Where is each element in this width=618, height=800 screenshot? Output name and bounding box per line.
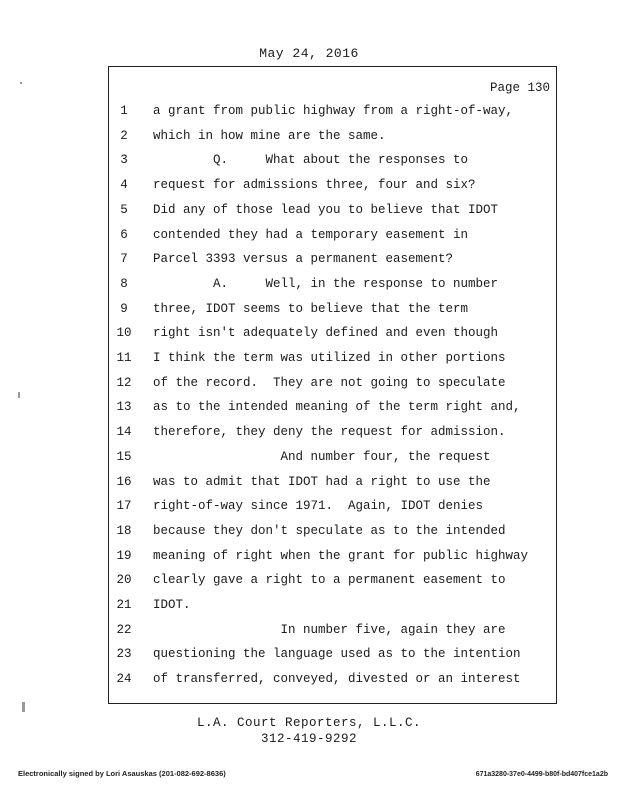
line-number: 19 — [116, 548, 132, 563]
transcript-line — [109, 376, 558, 394]
line-text: contended they had a temporary easement in — [153, 227, 469, 242]
page-number: Page 130 — [489, 81, 550, 95]
line-text: a grant from public highway from a right-of-way, — [153, 104, 514, 118]
transcript-line — [109, 499, 558, 517]
transcript-line — [109, 326, 558, 344]
line-number: 1 — [120, 104, 128, 118]
line-text: clearly gave a right to a permanent easement to — [153, 573, 506, 588]
line-text: of transferred, conveyed, divested or an interest — [153, 672, 521, 687]
line-text: questioning the language used as to the intention — [153, 647, 521, 662]
line-text: as to the intended meaning of the term right and, — [153, 400, 521, 415]
transcript-line — [109, 524, 558, 542]
scan-speck — [20, 82, 22, 84]
transcript-line — [109, 450, 558, 468]
transcript-line — [109, 672, 558, 690]
line-text: request for admissions three, four and six? — [153, 178, 476, 193]
court-reporter-phone: 312-419-9292 — [260, 732, 357, 746]
line-text: right-of-way since 1971. Again, IDOT denies — [153, 499, 484, 514]
transcript-line — [109, 228, 558, 246]
line-text: And number four, the request — [153, 449, 491, 464]
transcript-date: May 24, 2016 — [259, 46, 359, 61]
electronic-signature: Electronically signed by Lori Asauskas (201-082-692-8636) — [18, 769, 226, 778]
line-text: I think the term was utilized in other portions — [153, 351, 506, 365]
transcript-line — [109, 549, 558, 567]
transcript-line — [109, 623, 558, 641]
line-number: 14 — [116, 425, 132, 440]
line-text: Did any of those lead you to believe that IDOT — [153, 202, 499, 217]
line-number: 16 — [116, 474, 132, 489]
line-number: 24 — [116, 672, 132, 687]
transcript-line — [109, 129, 558, 147]
line-text: In number five, again they are — [153, 622, 506, 637]
transcript-line — [109, 400, 558, 418]
transcript-line — [109, 647, 558, 665]
transcript-line — [109, 573, 558, 591]
transcript-line — [109, 351, 558, 369]
transcript-line — [109, 153, 558, 171]
transcript-line — [109, 178, 558, 196]
line-text: three, IDOT seems to believe that the term — [153, 301, 469, 316]
line-text: of the record. They are not going to speculate — [153, 375, 506, 390]
line-text: A. Well, in the response to number — [153, 276, 499, 291]
line-number: 11 — [116, 351, 132, 365]
scan-speck — [22, 702, 25, 712]
line-number: 5 — [120, 202, 128, 217]
line-number: 22 — [116, 622, 132, 637]
line-number: 17 — [116, 499, 132, 514]
line-text: therefore, they deny the request for admission. — [153, 425, 506, 440]
line-number: 18 — [116, 523, 132, 538]
document-id: 671a3280-37e0-4499-b80f-bd407fce1a2b — [475, 771, 608, 778]
transcript-line — [109, 104, 558, 122]
line-number: 21 — [116, 598, 132, 612]
line-text: was to admit that IDOT had a right to use the — [153, 474, 491, 489]
court-reporter-name: L.A. Court Reporters, L.L.C. — [196, 716, 422, 730]
line-text: right isn't adequately defined and even though — [153, 326, 499, 341]
scan-speck — [18, 392, 20, 398]
transcript-frame — [108, 66, 557, 704]
line-number: 23 — [116, 647, 132, 662]
line-text: which in how mine are the same. — [153, 128, 386, 143]
line-number: 4 — [120, 178, 128, 193]
line-number: 6 — [120, 227, 128, 242]
line-text: Parcel 3393 versus a permanent easement? — [153, 252, 454, 267]
line-number: 15 — [116, 449, 132, 464]
transcript-line — [109, 475, 558, 493]
line-number: 9 — [120, 301, 128, 316]
line-text: Q. What about the responses to — [153, 153, 469, 168]
transcript-line — [109, 277, 558, 295]
transcript-line — [109, 425, 558, 443]
transcript-line — [109, 302, 558, 320]
transcript-line — [109, 252, 558, 270]
line-number: 8 — [120, 276, 128, 291]
line-text: IDOT. — [153, 598, 191, 612]
line-number: 10 — [116, 326, 132, 341]
line-number: 2 — [120, 128, 128, 143]
transcript-line — [109, 598, 558, 616]
line-number: 12 — [116, 375, 132, 390]
line-text: because they don't speculate as to the intended — [153, 523, 506, 538]
line-number: 3 — [120, 153, 128, 168]
line-number: 13 — [116, 400, 132, 415]
transcript-line — [109, 203, 558, 221]
line-number: 20 — [116, 573, 132, 588]
line-text: meaning of right when the grant for public highway — [153, 548, 529, 563]
line-number: 7 — [120, 252, 128, 267]
